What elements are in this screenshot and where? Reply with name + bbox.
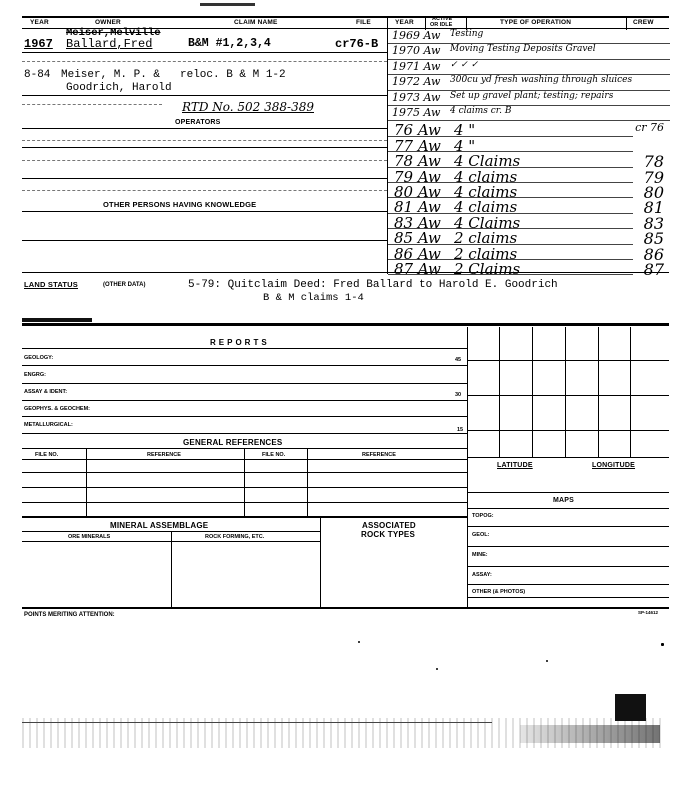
maps-rule-1 [467,526,669,527]
header-file: FILE [356,19,371,26]
reports-rule-0 [22,348,467,349]
op-rule-3 [22,178,387,179]
owner-dash-2 [22,104,162,105]
grid-h3 [467,430,669,431]
mineral-v1 [171,531,172,607]
maps-title: MAPS [553,497,575,504]
owner-row1-owner: Ballard,Fred [66,37,153,51]
maps-other: OTHER (& PHOTOS) [472,589,526,595]
header-type-of-operation: TYPE OF OPERATION [500,19,572,26]
activity-operation: 2 Claims [454,260,521,278]
header-crew: CREW [633,19,654,26]
activity-log [388,28,670,279]
genref-rule-4 [22,502,467,503]
scan-dark-smear [520,725,660,743]
owner-struck: Meiser,Melville [66,27,161,39]
grid-v5 [630,327,631,457]
latlong-rule [467,492,669,493]
reports-rule-4 [22,416,467,417]
owner-row4-handwritten: RTD No. 502 388-389 [182,100,314,114]
reports-engrg: ENGRG: [24,372,46,378]
reports-assay: ASSAY & IDENT: [24,389,68,395]
header-year-2: YEAR [395,19,414,26]
activity-year: 1971 Aw [392,59,441,73]
grid-v1 [499,327,500,457]
scan-dot-2 [661,643,664,646]
activity-operation: 4 claims cr. B [450,106,512,116]
activity-year: 1973 Aw [392,90,441,104]
maps-rule-5 [467,597,669,598]
activity-operation: Testing [450,29,484,39]
associated-label: ASSOCIATED [362,521,416,530]
activity-year: 80 Aw [394,183,441,201]
activity-crew: 78 [643,152,664,172]
reports-n30: 30 [455,392,462,398]
op-dash-3 [22,190,387,191]
header-or-idle: OR IDLE [430,22,453,28]
activity-year: 1970 Aw [392,44,441,58]
activity-year: 78 Aw [394,152,441,171]
knowledge-label: OTHER PERSONS HAVING KNOWLEDGE [103,200,257,209]
activity-operation: Set up gravel plant; testing; repairs [450,90,614,101]
activity-year: 83 Aw [394,213,441,232]
genref-rule-3 [22,487,467,488]
longitude-label: LONGITUDE [592,462,636,469]
land-status-label: LAND STATUS [24,280,79,289]
genref-rule-2 [22,472,467,473]
activity-operation: 4 claims [454,183,518,201]
activity-year: 77 Aw [394,136,441,155]
activity-operation: 300cu yd fresh washing through sluices [450,75,633,86]
owner-row3-owner: Goodrich, Harold [66,82,172,94]
activity-operation: ✓ ✓ ✓ [450,59,479,70]
op-dash-1 [22,140,387,141]
latitude-label: LATITUDE [497,462,533,469]
land-status-smudge [22,318,92,322]
owner-row1-year: 1967 [24,37,53,51]
land-status-line2: B & M claims 1-4 [263,292,364,304]
scan-dark-block [615,694,646,721]
maps-rule [467,508,669,509]
maps-rule-2 [467,546,669,547]
genref-file-no-2: FILE NO. [262,452,286,458]
genref-v3 [307,448,308,516]
activity-year: 79 Aw [394,167,441,186]
maps-rule-3 [467,566,669,567]
header-claim-name: CLAIM NAME [234,19,278,26]
header-year: YEAR [30,19,49,26]
op-rule-2 [22,147,387,148]
ore-minerals-label: ORE MINERALS [68,534,111,540]
activity-crew: cr 76 [635,121,664,135]
land-status-sublabel: (OTHER DATA) [103,282,146,288]
reports-rule-3 [22,400,467,401]
genref-file-no: FILE NO. [35,452,59,458]
header-top-rule [22,16,669,18]
grid-h4 [467,457,669,458]
owner-dash-1 [22,61,387,62]
knowledge-rule-2 [22,240,387,241]
knowledge-rule [22,211,387,212]
op-dash-2 [22,160,387,161]
scan-dot-4 [436,668,438,670]
genref-v1 [86,448,87,516]
mineral-v2 [320,516,321,607]
points-meriting-attention: POINTS MERITING ATTENTION: [24,612,115,618]
activity-operation: 4 " [454,136,476,155]
maps-mine: MINE: [472,552,488,558]
reports-n15: 15 [457,427,464,433]
activity-crew: 81 [643,198,664,218]
grid-h2 [467,395,669,396]
activity-year: 1972 Aw [392,75,441,89]
activity-year: 81 Aw [394,198,441,217]
land-status-line1: 5-79: Quitclaim Deed: Fred Ballard to Harold E. Goodrich [188,279,558,291]
activity-year: 76 Aw [394,121,441,140]
activity-operation: 4 claims [454,198,518,217]
top-smudge [200,3,255,6]
mineral-assemblage-title: MINERAL ASSEMBLAGE [110,521,209,530]
reports-n45: 45 [455,357,462,363]
grid-h1 [467,360,669,361]
header-active: ACTIVE [432,16,453,22]
grid-v3 [565,327,566,457]
reports-rule-1 [22,365,467,366]
maps-topog: TOPOG: [472,513,494,519]
scan-dot-1 [358,641,360,643]
activity-year: 85 Aw [394,229,441,248]
activity-operation: 4 Claims [454,213,521,232]
grid-v4 [598,327,599,457]
genref-reference: REFERENCE [147,452,181,458]
section-band [22,323,669,326]
header-owner: OWNER [95,19,121,26]
owner-row2-claim: reloc. B & M 1-2 [180,69,286,81]
activity-operation: 4 Claims [454,152,521,171]
activity-crew: 79 [643,167,664,187]
genref-rule-5 [22,516,467,518]
genref-v2 [244,448,245,516]
scan-dot-3 [546,660,548,662]
mineral-bottom-rule [22,607,669,609]
reports-geophys: GEOPHYS. & GEOCHEM: [24,406,91,412]
general-references-title: GENERAL REFERENCES [183,438,283,447]
owner-row1-file: cr76-B [335,37,379,51]
activity-operation: 4 " [454,121,476,140]
activity-year: 87 Aw [394,260,441,278]
rock-forming-label: ROCK FORMING, ETC. [205,534,265,540]
scan-line [22,722,492,723]
activity-crew: 85 [643,229,664,249]
form-number: SP-14612 [638,610,659,615]
grid-v2 [532,327,533,457]
activity-crew: 80 [643,183,664,202]
activity-crew: 83 [643,213,664,233]
reports-geology: GEOLOGY: [24,355,54,361]
activity-year: 1975 Aw [392,106,441,119]
reports-rule-5 [22,433,467,434]
activity-operation: Moving Testing Deposits Gravel [450,44,596,55]
genref-reference-2: REFERENCE [362,452,396,458]
maps-geol: GEOL: [472,532,490,538]
operators-label: OPERATORS [175,119,221,126]
owner-rule-1 [22,52,387,53]
operators-rule-top [22,128,387,129]
activity-operation: 2 claims [454,244,518,263]
activity-crew: 87 [643,260,664,279]
activity-operation: 4 claims [454,167,518,186]
maps-rule-4 [467,584,669,585]
owner-row2-year: 8-84 [24,69,51,81]
right-grid-left [467,327,468,607]
owner-row1-claim: B&M #1,2,3,4 [188,37,271,50]
activity-crew: 86 [643,244,664,264]
activity-year: 86 Aw [394,244,441,263]
rock-types-label: ROCK TYPES [361,530,416,539]
maps-assay: ASSAY: [472,572,492,578]
reports-metallurgical: METALLURGICAL: [24,422,73,428]
reports-title: REPORTS [210,338,270,347]
reports-rule-2 [22,383,467,384]
activity-operation: 2 claims [454,229,518,248]
owner-rule-2 [22,95,387,96]
activity-year: 1969 Aw [392,29,441,42]
owner-row2-owner: Meiser, M. P. & [61,69,161,81]
